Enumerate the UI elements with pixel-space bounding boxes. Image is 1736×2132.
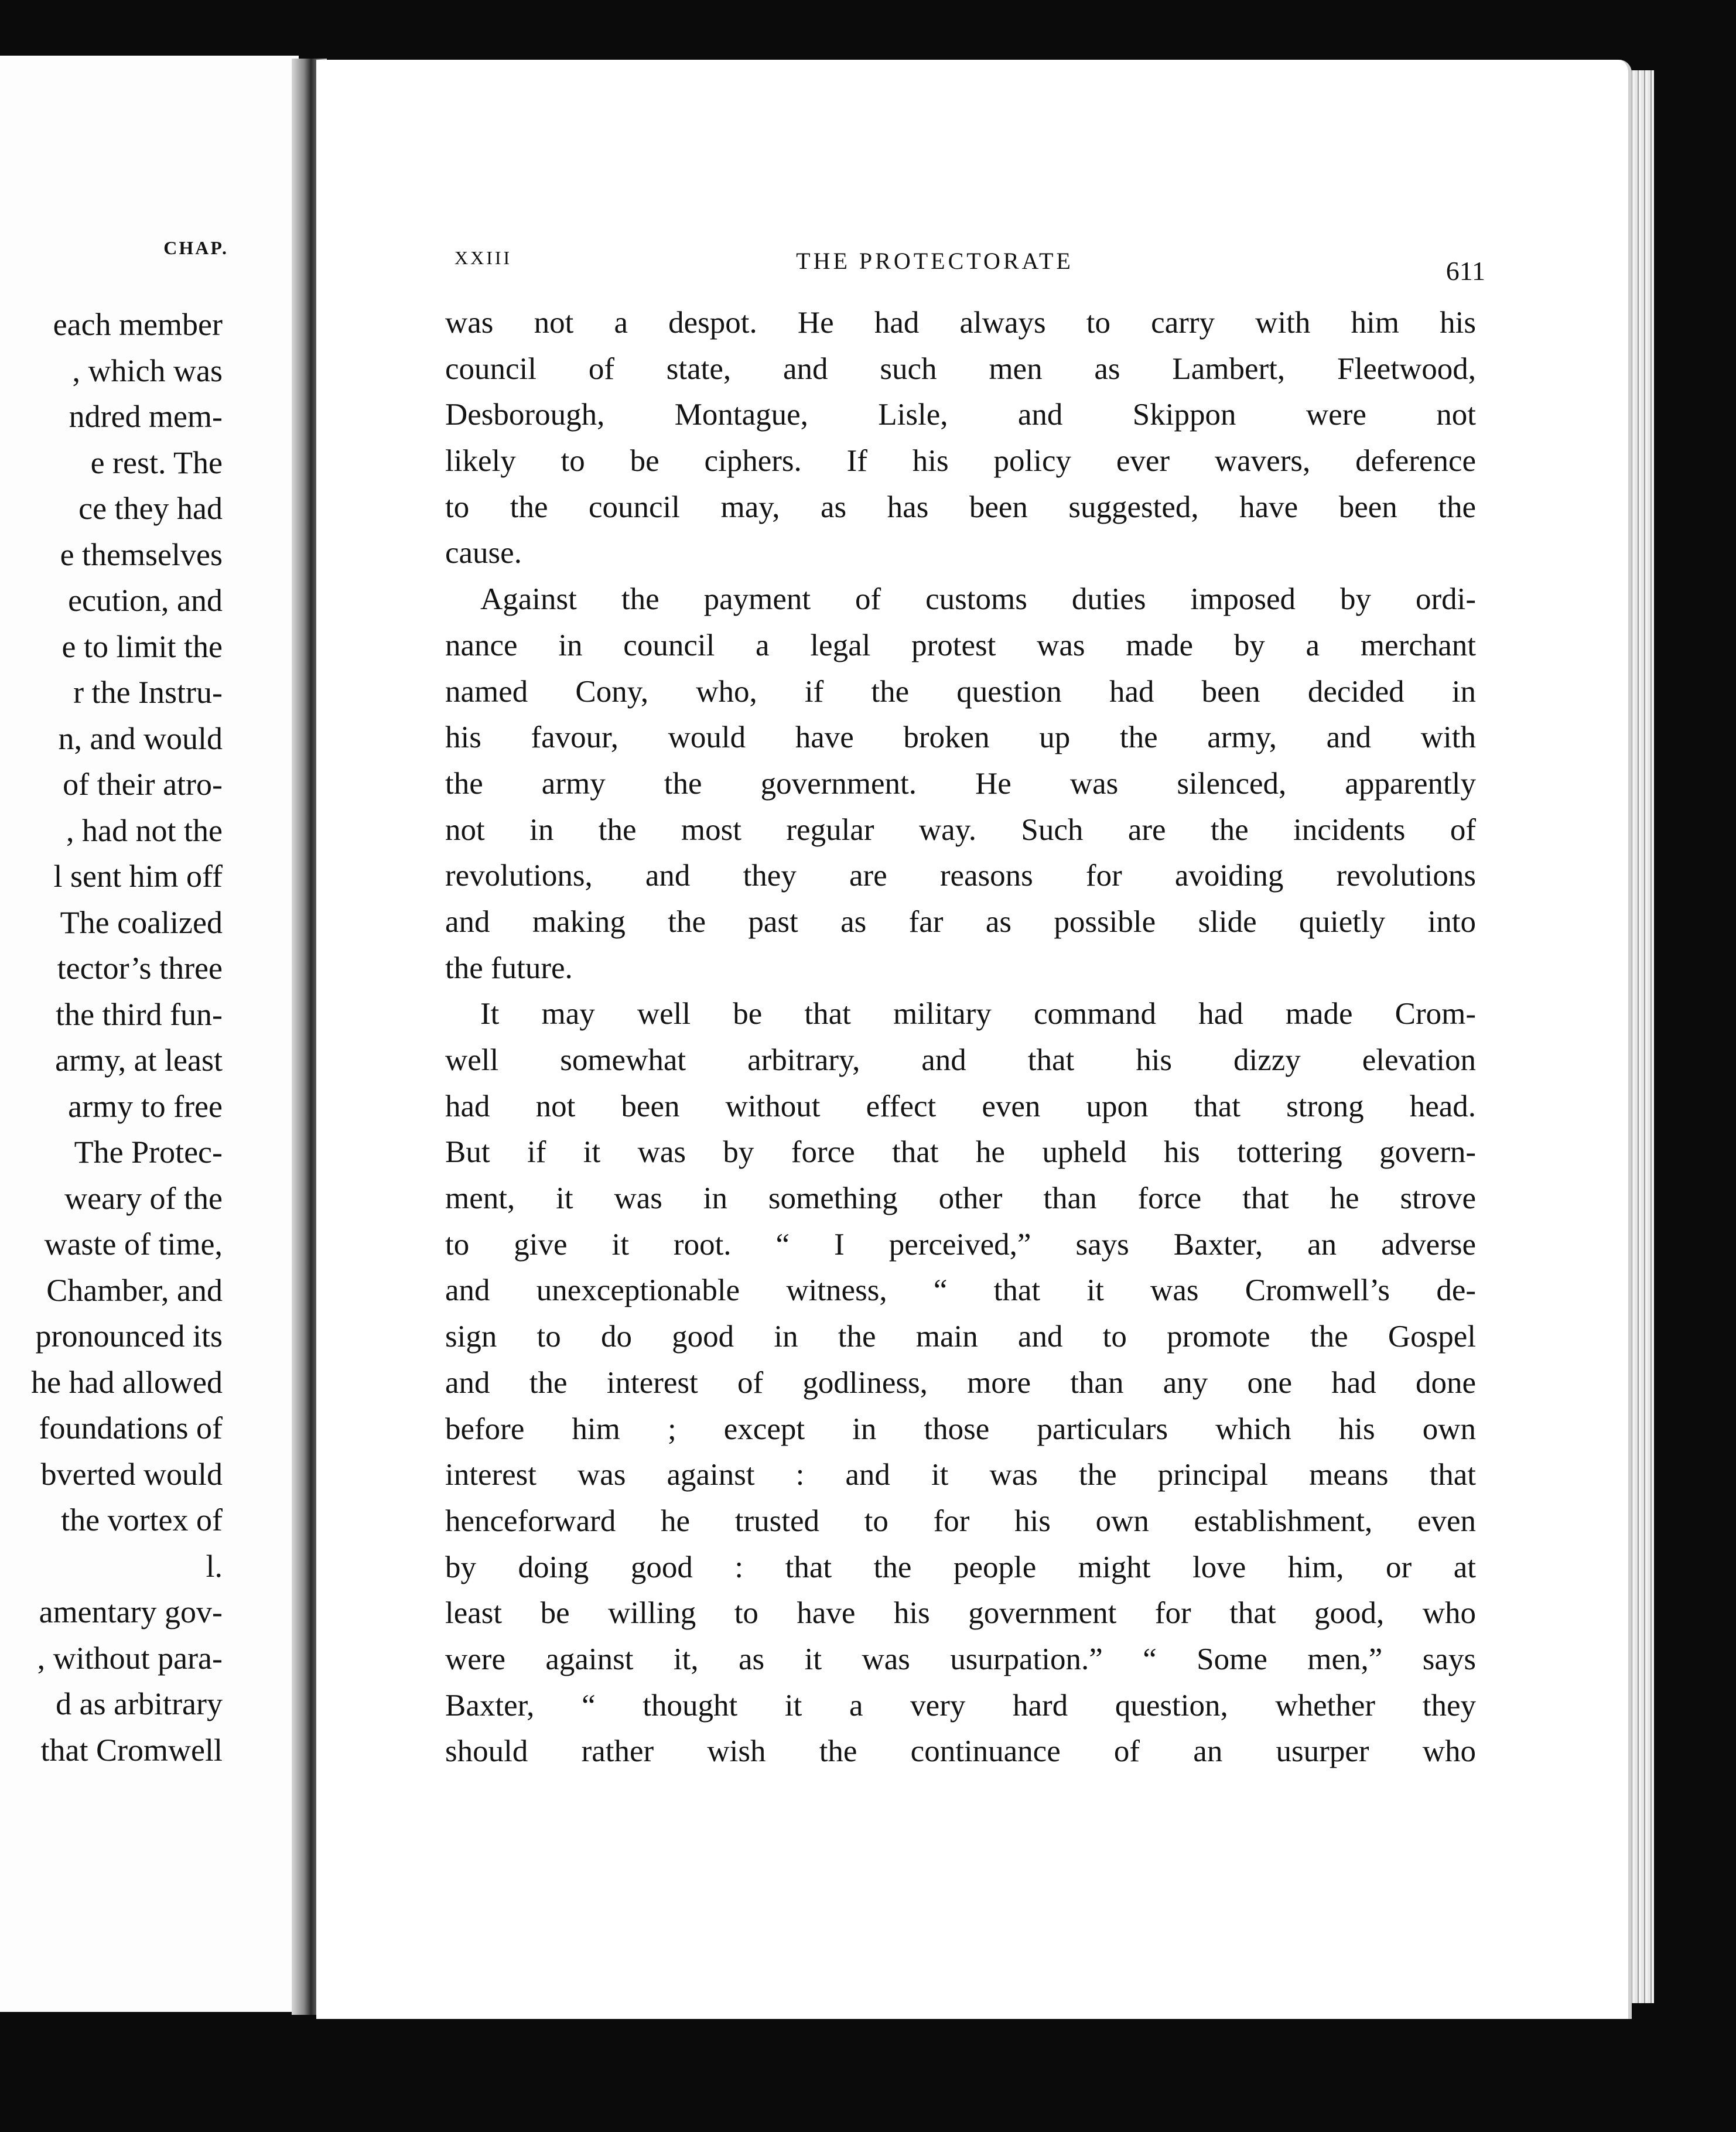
text-line: and the interest of godliness, more than any one had done	[445, 1365, 1476, 1400]
left-text-line: d as arbitrary	[56, 1686, 223, 1721]
text-line: to the council may, as has been suggested, have been the	[445, 490, 1476, 524]
left-text-line: l sent him off	[53, 859, 223, 894]
text-line: before him ; except in those particulars which his own	[445, 1412, 1476, 1446]
running-title: THE PROTECTORATE	[796, 248, 1074, 274]
text-line: Baxter, “ thought it a very hard question, whether they	[445, 1688, 1476, 1723]
text-line: henceforward he trusted to for his own establishment, even	[445, 1504, 1476, 1538]
left-text-line: e themselves	[60, 537, 223, 572]
left-text-line: ndred mem-	[69, 399, 223, 434]
text-line: cause.	[445, 536, 522, 570]
text-line: his favour, would have broken up the army, and with	[445, 720, 1476, 755]
left-text-line: tector’s three	[57, 951, 223, 986]
text-line: Against the payment of customs duties imposed by ordi-	[480, 582, 1476, 617]
text-line: was not a despot. He had always to carry with him his	[445, 306, 1476, 340]
text-line: ment, it was in something other than force that he strove	[445, 1181, 1476, 1216]
left-text-line: the third fun-	[56, 996, 223, 1032]
text-line: least be willing to have his government for that good, who	[445, 1596, 1476, 1631]
left-text-line: pronounced its	[35, 1318, 223, 1354]
text-line: the future.	[445, 951, 573, 985]
text-line: But if it was by force that he upheld his tottering govern-	[445, 1135, 1476, 1170]
left-text-line: army, at least	[55, 1043, 223, 1078]
left-text-line: l.	[206, 1548, 223, 1584]
page-right	[316, 60, 1632, 2019]
text-line: council of state, and such men as Lambert, Fleetwood,	[445, 351, 1476, 386]
text-line: well somewhat arbitrary, and that his dizzy elevation	[445, 1043, 1476, 1077]
left-text-line: waste of time,	[44, 1226, 223, 1262]
left-text-line: he had allowed	[31, 1364, 223, 1400]
text-line: had not been without effect even upon that strong head.	[445, 1089, 1476, 1123]
text-line: and unexceptionable witness, “ that it was Cromwell’s de-	[445, 1273, 1476, 1308]
left-text-line: r the Instru-	[73, 675, 223, 710]
facing-page-left	[0, 56, 299, 2012]
text-line: named Cony, who, if the question had been decided in	[445, 674, 1476, 709]
left-text-line: each member	[53, 307, 223, 342]
left-text-line: bverted would	[40, 1456, 223, 1492]
text-line: likely to be ciphers. If his policy ever wavers, deference	[445, 444, 1476, 479]
left-text-line: that Cromwell	[40, 1732, 223, 1768]
left-text-line: n, and would	[58, 720, 223, 756]
page-edges	[1628, 70, 1654, 2003]
left-text-line: , had not the	[66, 812, 223, 848]
text-line: revolutions, and they are reasons for avoiding revolutions	[445, 859, 1476, 893]
left-text-line: e to limit the	[61, 628, 223, 664]
left-text-line: The Protec-	[74, 1135, 223, 1170]
left-text-line: , without para-	[37, 1640, 223, 1676]
text-line: sign to do good in the main and to promote the Gospel	[445, 1320, 1476, 1354]
body-text	[445, 300, 1476, 1775]
text-line: It may well be that military command had made Crom-	[480, 997, 1476, 1031]
left-text-line: ecution, and	[68, 583, 223, 618]
left-text-line: weary of the	[64, 1180, 223, 1216]
text-line: to give it root. “ I perceived,” says Baxter, an adverse	[445, 1227, 1476, 1262]
left-text-line: Chamber, and	[46, 1272, 223, 1308]
left-text-line: the vortex of	[61, 1502, 223, 1538]
left-running-head: CHAP.	[163, 237, 228, 258]
left-text-line: ce they had	[78, 491, 223, 526]
left-text-line: amentary gov-	[39, 1594, 223, 1629]
left-text-line: The coalized	[60, 904, 223, 940]
page-number: 611	[1445, 256, 1485, 286]
text-line: and making the past as far as possible slide quietly into	[445, 904, 1476, 939]
left-text-line: foundations of	[39, 1410, 223, 1446]
left-text-line: e rest. The	[90, 445, 223, 480]
left-page-text	[0, 302, 223, 1773]
left-text-line: of their atro-	[63, 767, 223, 802]
left-text-line: army to free	[68, 1088, 223, 1124]
text-line: by doing good : that the people might love him, or at	[445, 1550, 1476, 1584]
chapter-numeral: XXIII	[454, 247, 512, 268]
text-line: the army the government. He was silenced, apparently	[445, 766, 1476, 801]
text-line: Desborough, Montague, Lisle, and Skippon were not	[445, 398, 1476, 432]
text-line: were against it, as it was usurpation.” “ Some men,” says	[445, 1642, 1476, 1676]
left-text-line: , which was	[72, 353, 223, 388]
page-header	[454, 247, 1485, 288]
text-line: interest was against : and it was the principal means that	[445, 1458, 1476, 1492]
text-line: should rather wish the continuance of an usurper who	[445, 1734, 1476, 1769]
text-line: not in the most regular way. Such are the incidents of	[445, 812, 1476, 847]
text-line: nance in council a legal protest was made by a merchant	[445, 628, 1476, 662]
